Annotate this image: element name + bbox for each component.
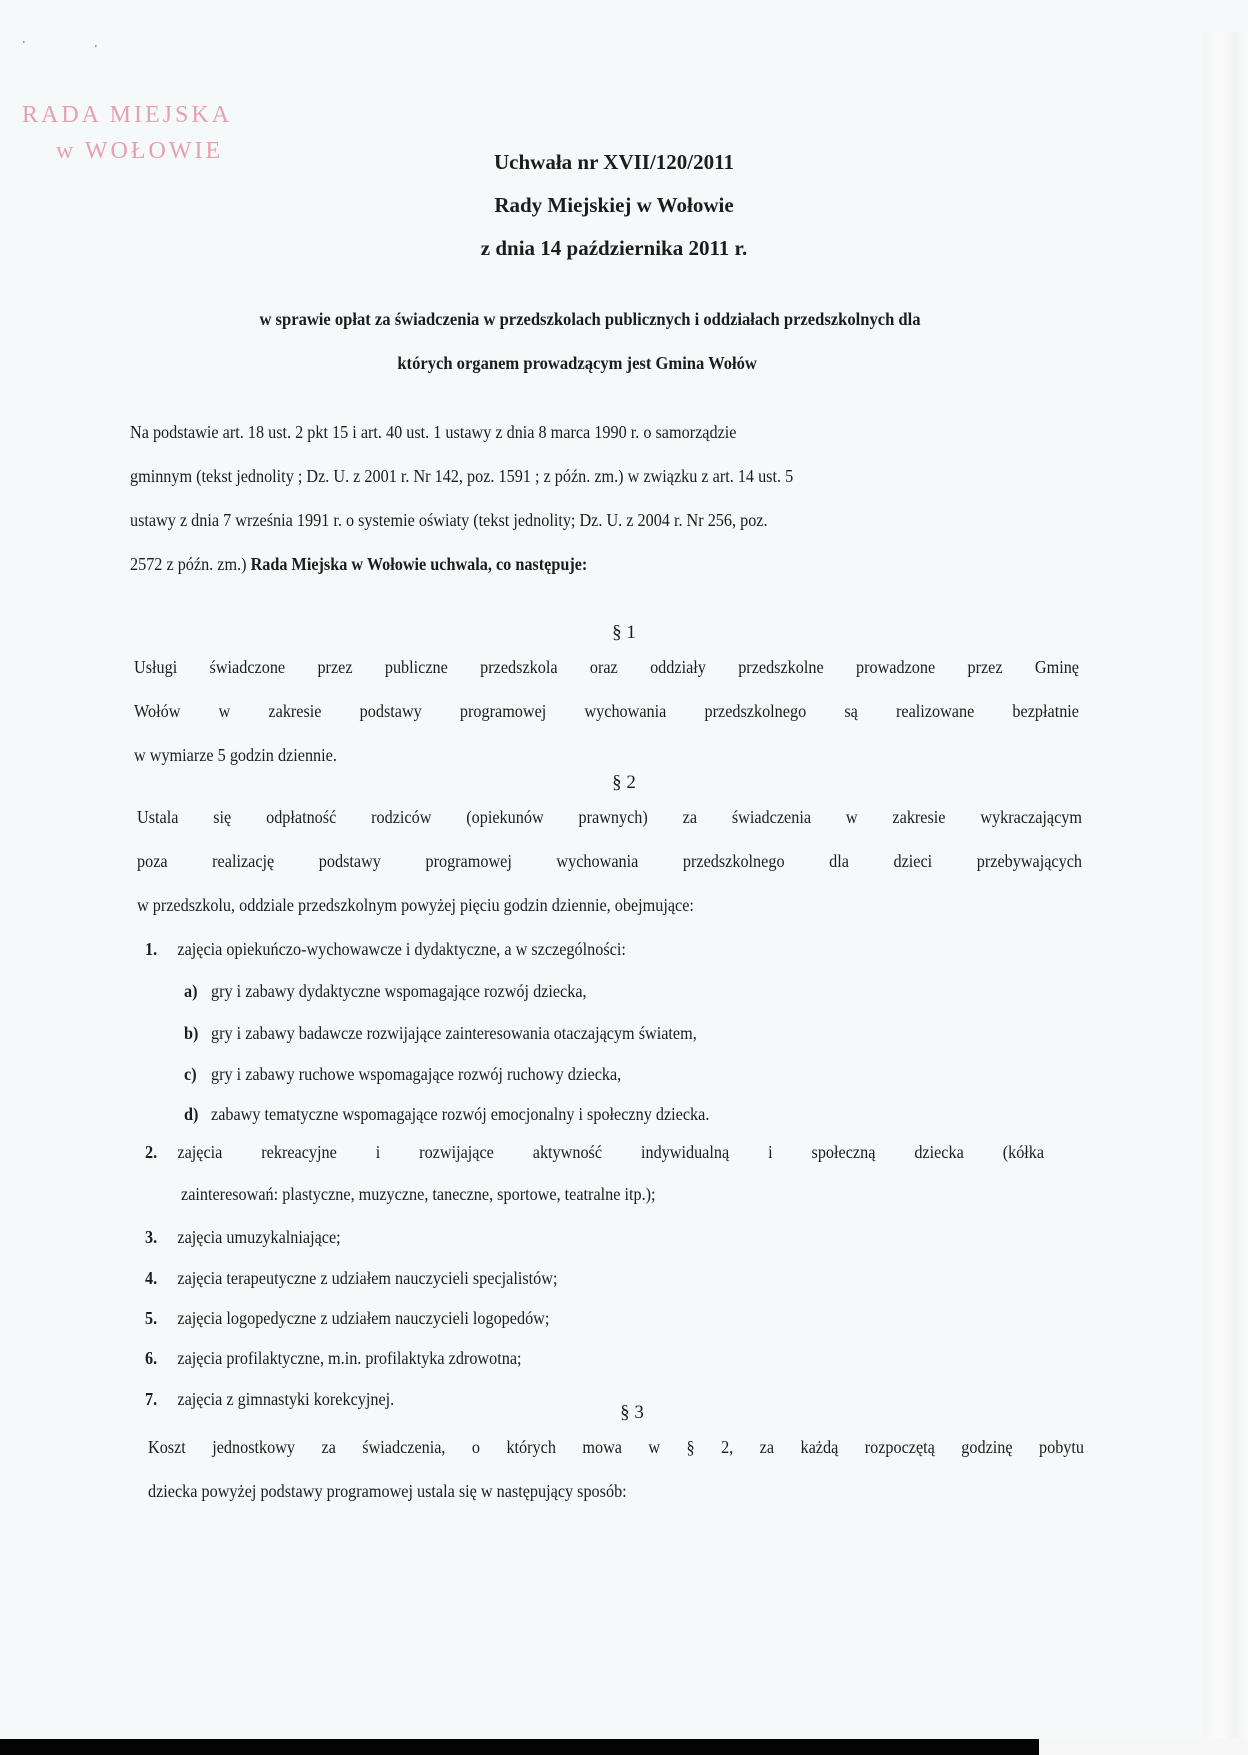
list-item [145,1336,522,1380]
list-item [145,1215,341,1259]
scan-mark: ' [95,44,97,55]
sub-list-item [184,1011,697,1055]
section-3-line: Koszt jednostkowy za świadczenia, o których mowa w § 2, za każdą rozpoczętą godzinę pobytu [148,1437,1084,1457]
resolution-issuer: Rady Miejskiej w Wołowie [494,193,734,217]
section-heading-2: § 2 [612,772,636,793]
section-3-line: dziecka powyżej podstawy programowej ustala się w następujący sposób: [148,1481,627,1501]
list-item-continuation: zainteresowań: plastyczne, muzyczne, taneczne, sportowe, teatralne itp.); [181,1184,656,1204]
scan-mark: ' [23,40,25,51]
sub-item-text: gry i zabawy badawcze rozwijające zainteresowania otaczającym światem, [211,1023,697,1043]
list-item-text: zajęcia logopedyczne z udziałem nauczycieli logopedów; [177,1308,550,1328]
list-item-number: 4. [145,1268,158,1288]
council-stamp-line2: w WOŁOWIE [56,138,224,164]
list-item-number: 1. [145,939,158,959]
section-heading-3: § 3 [620,1402,644,1423]
list-item [145,927,626,971]
sub-item-letter: d) [184,1104,199,1124]
section-1-line: Usługi świadczone przez publiczne przedszkola oraz oddziały przedszkolne prowadzone przez Gminę [134,657,1079,677]
resolution-number: Uchwała nr XVII/120/2011 [494,150,734,174]
scan-bottom-strip [1039,1739,1248,1755]
resolution-date: z dnia 14 października 2011 r. [480,236,748,260]
legal-basis-paragraph [130,410,1057,586]
subject-line: których organem prowadzącym jest Gmina Wołów [397,353,757,373]
list-item-number: 3. [145,1227,158,1247]
council-stamp-line1: RADA MIEJSKA [22,102,233,128]
legal-basis-line: Na podstawie art. 18 ust. 2 pkt 15 i art. 40 ust. 1 ustawy z dnia 8 marca 1990 r. o samorządzie [130,422,737,442]
sub-item-text: zabawy tematyczne wspomagające rozwój emocjonalny i społeczny dziecka. [211,1104,710,1124]
list-item-number: 7. [145,1389,158,1409]
subject-line: w sprawie opłat za świadczenia w przedszkolach publicznych i oddziałach przedszkolnych dla [259,309,921,329]
section-1-paragraph [134,645,1079,777]
section-heading-1: § 1 [612,622,636,643]
list-item-text: zajęcia umuzykalniające; [177,1227,341,1247]
section-2-line: poza realizację podstawy programowej wychowania przedszkolnego dla dzieci przebywających [137,851,1082,871]
legal-basis-line: ustawy z dnia 7 września 1991 r. o systemie oświaty (tekst jednolity; Dz. U. z 2004 r. Nr 256, poz. [130,510,768,530]
section-2-paragraph [137,795,1082,927]
scan-bottom-bar [0,1739,1039,1755]
list-item-text: zajęcia profilaktyczne, m.in. profilaktyka zdrowotna; [177,1348,522,1368]
section-2-line: w przedszkolu, oddziale przedszkolnym powyżej pięciu godzin dziennie, obejmujące: [137,895,694,915]
list-item-text: zajęcia z gimnastyki korekcyjnej. [177,1389,395,1409]
list-item-number: 2. [145,1142,158,1162]
sub-item-letter: a) [184,981,198,1001]
section-3-paragraph [148,1425,1084,1513]
legal-basis-line-text: 2572 z późn. zm.) [130,554,247,574]
section-2-line: Ustala się odpłatność rodziców (opiekunów prawnych) za świadczenia w zakresie wykraczającym [137,807,1082,827]
sub-list-item [184,969,587,1013]
enacting-clause: Rada Miejska w Wołowie uchwala, co następuje: [250,554,588,574]
scan-edge-strip [1203,32,1248,1755]
list-item [145,1256,557,1300]
sub-item-text: gry i zabawy ruchowe wspomagające rozwój ruchowy dziecka, [211,1064,622,1084]
sub-item-letter: c) [184,1064,197,1084]
sub-item-text: gry i zabawy dydaktyczne wspomagające rozwój dziecka, [211,981,587,1001]
legal-basis-line [130,542,1057,586]
list-item [145,1296,549,1340]
list-item-text: zajęcia terapeutyczne z udziałem nauczycieli specjalistów; [177,1268,558,1288]
section-1-line: Wołów w zakresie podstawy programowej wychowania przedszkolnego są realizowane bezpłatnie [134,701,1079,721]
list-item-text: zajęcia rekreacyjne i rozwijające aktywność indywidualną i społeczną dziecka (kółka [177,1142,1045,1162]
sub-item-letter: b) [184,1023,199,1043]
resolution-subject [130,297,1050,385]
list-item-number: 5. [145,1308,158,1328]
list-item-number: 6. [145,1348,158,1368]
sub-list-item [184,1052,621,1096]
legal-basis-line: gminnym (tekst jednolity ; Dz. U. z 2001 r. Nr 142, poz. 1591 ; z późn. zm.) w związku z art. 14 ust. 5 [130,466,794,486]
list-item [145,1130,1045,1174]
section-1-line: w wymiarze 5 godzin dziennie. [134,745,337,765]
list-item-text: zajęcia opiekuńczo-wychowawcze i dydaktyczne, a w szczególności: [177,939,626,959]
